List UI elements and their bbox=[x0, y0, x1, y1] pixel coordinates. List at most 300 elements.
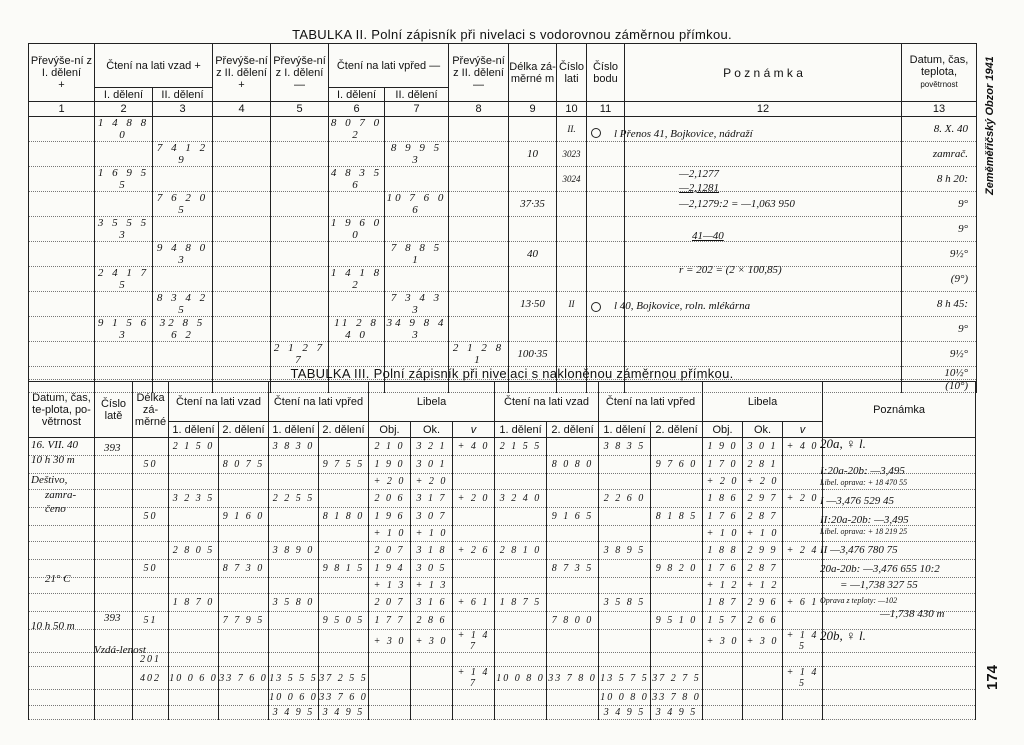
t3-cell: 7 7 9 5 bbox=[219, 612, 269, 630]
t2-back-header: Čtení na lati vzad + bbox=[95, 44, 213, 88]
t3-cell: 3 1 7 bbox=[411, 490, 453, 508]
t3-cell bbox=[547, 542, 599, 560]
t2-cell-c1 bbox=[29, 342, 95, 367]
t3-div1: 1. dělení bbox=[269, 422, 319, 438]
t2-cell-c1 bbox=[29, 292, 95, 317]
t2-cell-c7 bbox=[385, 117, 449, 142]
t3-cell: + 2 4 bbox=[783, 542, 823, 560]
t3-cell bbox=[743, 706, 783, 720]
t3-cell: + 3 0 bbox=[411, 630, 453, 653]
t3-cell: + 1 2 bbox=[703, 578, 743, 594]
point-marker-icon bbox=[591, 128, 601, 138]
t3-cell bbox=[169, 578, 219, 594]
t2-cell-c13: 9° bbox=[902, 217, 977, 242]
t2-cell-c5 bbox=[271, 292, 329, 317]
t2-cell-c13: 10½° bbox=[902, 367, 977, 380]
t3-cell: 2 0 7 bbox=[369, 594, 411, 612]
t2-cell-c7: 8 9 9 5 3 bbox=[385, 142, 449, 167]
t3-cell: 37 2 7 5 bbox=[651, 667, 703, 690]
t3-cell bbox=[495, 706, 547, 720]
t3-cell bbox=[319, 490, 369, 508]
t3-cell: 3 8 3 0 bbox=[269, 438, 319, 456]
t3-date: 16. VII. 40 bbox=[31, 439, 79, 451]
table2-title: TABULKA II. Polní zápisník při nivelaci s vodorovnou záměrnou přímkou. bbox=[292, 27, 732, 42]
t2-row bbox=[29, 192, 977, 217]
t2-cell-c3: 9 4 8 0 3 bbox=[153, 242, 213, 267]
t2-cell-c2: 1 4 8 8 0 bbox=[95, 117, 153, 142]
t2-cell-c3 bbox=[153, 342, 213, 367]
t2-cell-c6: 11 2 8 4 0 bbox=[329, 317, 385, 342]
t3-cell bbox=[319, 438, 369, 456]
t2-note-7: l 40, Bojkovice, roln. mlékárna bbox=[614, 300, 751, 312]
t2-point-header: Číslo bodu bbox=[587, 44, 625, 102]
t3-cell bbox=[823, 706, 976, 720]
t3-cell bbox=[651, 542, 703, 560]
t3-cell bbox=[219, 706, 269, 720]
t3-cell bbox=[823, 690, 976, 706]
t2-cell-c8 bbox=[449, 217, 509, 242]
t3-obj: Obj. bbox=[703, 422, 743, 438]
table3-title: TABULKA III. Polní zápisník při nivelaci s nakloněnou záměrnou přímkou. bbox=[290, 366, 734, 381]
t3-cell bbox=[599, 508, 651, 526]
t3-cell: 9 5 0 5 bbox=[319, 612, 369, 630]
t3-cell: 8 7 3 5 bbox=[547, 560, 599, 578]
t2-cell-c11 bbox=[587, 192, 625, 217]
t3-cell bbox=[453, 690, 495, 706]
t2-cell-c13: 9½° bbox=[902, 342, 977, 367]
t2-cell-c2: 9 1 5 6 3 bbox=[95, 317, 153, 342]
t3-cell bbox=[95, 490, 133, 508]
t3-cell bbox=[319, 526, 369, 542]
t3-cell: 37 2 5 5 bbox=[319, 667, 369, 690]
t3-cell bbox=[219, 542, 269, 560]
t3-cell bbox=[547, 438, 599, 456]
t2-cell-c7: 34 9 8 4 3 bbox=[385, 317, 449, 342]
t3-cell bbox=[269, 560, 319, 578]
t2-cell-c6 bbox=[329, 142, 385, 167]
t3-cell bbox=[269, 653, 319, 667]
t2-cell-c12 bbox=[625, 317, 902, 342]
t3-cell bbox=[29, 667, 95, 690]
t2-cell-c4 bbox=[213, 217, 271, 242]
t2-cell-c4 bbox=[213, 342, 271, 367]
t3-cell: + 3 0 bbox=[703, 630, 743, 653]
t3-cell: 201 bbox=[133, 653, 169, 667]
t3-cell bbox=[219, 438, 269, 456]
t2-cell-c9 bbox=[509, 117, 557, 142]
t3-cell: + 3 0 bbox=[369, 630, 411, 653]
t3-cell: 2 9 9 bbox=[743, 542, 783, 560]
t2-fore-div2: II. dělení bbox=[385, 88, 449, 102]
t3-cell bbox=[169, 706, 219, 720]
t2-back-div2: II. dělení bbox=[153, 88, 213, 102]
t3-cell bbox=[95, 594, 133, 612]
t3-v: v bbox=[783, 422, 823, 438]
t3-cell bbox=[599, 474, 651, 490]
t3-cell: 1 7 6 bbox=[703, 508, 743, 526]
t3-cell bbox=[133, 706, 169, 720]
t2-length-header: Délka zá-měrné m bbox=[509, 44, 557, 102]
t2-cell-c10 bbox=[557, 242, 587, 267]
t2-cell-c10: II. bbox=[557, 117, 587, 142]
t3-cell: 50 bbox=[133, 508, 169, 526]
t2-cell-c3 bbox=[153, 267, 213, 292]
t3-lat-header: Číslo latě bbox=[95, 382, 133, 438]
t2-cell-c13: 8 h 45: bbox=[902, 292, 977, 317]
t3-cell bbox=[783, 653, 823, 667]
t2-cell-c2 bbox=[95, 342, 153, 367]
t3-cell bbox=[495, 526, 547, 542]
t3-ok: Ok. bbox=[411, 422, 453, 438]
t2-cell-c1 bbox=[29, 267, 95, 292]
t3-note-6: II —3,476 780 75 bbox=[820, 544, 898, 556]
t2-note-1: l Přenos 41, Bojkovice, nádraží bbox=[614, 128, 753, 140]
t3-weather-1: Deštivo, bbox=[31, 474, 68, 486]
t3-cell bbox=[133, 490, 169, 508]
t3-cell bbox=[269, 474, 319, 490]
t3-cell bbox=[453, 560, 495, 578]
t2-cell-c13: 8 h 20: bbox=[902, 167, 977, 192]
t3-note-1: I:20a-20b: —3,495 bbox=[820, 465, 905, 477]
t2-cell-c11 bbox=[587, 142, 625, 167]
t3-cell: 3 0 1 bbox=[743, 438, 783, 456]
t3-note-5: Libel. oprava: + 18 219 25 bbox=[820, 527, 908, 536]
t2-cell-c5 bbox=[271, 267, 329, 292]
t3-back-header-2: Čtení na lati vzad bbox=[495, 382, 599, 422]
journal-name: Zeměměřičský Obzor 1941 bbox=[984, 56, 996, 195]
t3-cell bbox=[651, 594, 703, 612]
t3-cell bbox=[219, 630, 269, 653]
t2-cell-c5 bbox=[271, 117, 329, 142]
t2-row bbox=[29, 117, 977, 142]
t3-cell: 402 bbox=[133, 667, 169, 690]
t2-cell-c9: 40 bbox=[509, 242, 557, 267]
t3-cell bbox=[651, 653, 703, 667]
t3-cell bbox=[29, 690, 95, 706]
t3-cell bbox=[95, 474, 133, 490]
t3-cell bbox=[269, 508, 319, 526]
t3-cell bbox=[169, 526, 219, 542]
t3-cell: 1 9 6 bbox=[369, 508, 411, 526]
t3-cell: 10 0 6 0 bbox=[169, 667, 219, 690]
t3-cell bbox=[783, 560, 823, 578]
t3-cell bbox=[651, 438, 703, 456]
t2-cell-c8 bbox=[449, 142, 509, 167]
t3-div2: 2. dělení bbox=[219, 422, 269, 438]
t3-cell bbox=[133, 438, 169, 456]
t3-cell bbox=[269, 578, 319, 594]
t3-cell bbox=[547, 578, 599, 594]
t2-cell-c13: 9° bbox=[902, 192, 977, 217]
t3-row bbox=[29, 578, 976, 594]
t3-cell: 3 4 9 5 bbox=[319, 706, 369, 720]
t2-cell-c5 bbox=[271, 317, 329, 342]
t3-cell: + 1 4 5 bbox=[783, 630, 823, 653]
t3-cell bbox=[133, 542, 169, 560]
t3-cell: 10 0 6 0 bbox=[269, 690, 319, 706]
t3-cell bbox=[95, 508, 133, 526]
t2-cell-c3 bbox=[153, 217, 213, 242]
t3-cell: 9 8 1 5 bbox=[319, 560, 369, 578]
t2-cell-c7: 10 7 6 0 6 bbox=[385, 192, 449, 217]
t2-col8-header: Převýše-ní z II. dělení — bbox=[449, 44, 509, 102]
t3-cell: 1 8 6 bbox=[703, 490, 743, 508]
t3-cell: + 1 3 bbox=[411, 578, 453, 594]
table2 bbox=[28, 43, 977, 393]
t3-cell bbox=[453, 578, 495, 594]
t3-cell: 8 0 8 0 bbox=[547, 456, 599, 474]
t3-cell: 3 1 8 bbox=[411, 542, 453, 560]
t3-cell bbox=[651, 578, 703, 594]
t3-cell: + 2 0 bbox=[369, 474, 411, 490]
t3-cell: + 4 0 bbox=[453, 438, 495, 456]
t2-col4-header: Převýše-ní z II. dělení + bbox=[213, 44, 271, 102]
t3-cell bbox=[547, 630, 599, 653]
t3-cell: 2 1 0 bbox=[369, 438, 411, 456]
t2-col1-header: Převýše-ní z I. dělení + bbox=[29, 44, 95, 102]
t3-cell: 2 8 7 bbox=[743, 508, 783, 526]
t3-cell: 8 1 8 0 bbox=[319, 508, 369, 526]
t3-cell: 10 0 8 0 bbox=[599, 690, 651, 706]
t3-cell: 9 1 6 0 bbox=[219, 508, 269, 526]
t2-cell-c6: 1 4 1 8 2 bbox=[329, 267, 385, 292]
t3-level-header: Libela bbox=[369, 382, 495, 422]
t2-cell-c3: 32 8 5 6 2 bbox=[153, 317, 213, 342]
t3-cell: 2 0 6 bbox=[369, 490, 411, 508]
t3-cell: + 2 0 bbox=[783, 490, 823, 508]
t2-cell-c6: 4 8 3 5 6 bbox=[329, 167, 385, 192]
t3-temp: 21° C bbox=[45, 573, 71, 585]
t3-cell bbox=[453, 706, 495, 720]
t2-cell-c2: 2 4 1 7 5 bbox=[95, 267, 153, 292]
t3-cell bbox=[599, 653, 651, 667]
t2-cell-c6: 1 9 6 0 0 bbox=[329, 217, 385, 242]
t2-cell-c6: 8 0 7 0 2 bbox=[329, 117, 385, 142]
t2-cell-c10: 3023 bbox=[557, 142, 587, 167]
t2-cell-c9: 100·35 bbox=[509, 342, 557, 367]
t3-note-7: 20a-20b: —3,476 655 10:2 bbox=[820, 563, 940, 575]
t3-cell bbox=[495, 560, 547, 578]
t2-cell-c9: 13·50 bbox=[509, 292, 557, 317]
t3-cell bbox=[95, 560, 133, 578]
t2-cell-c6 bbox=[329, 192, 385, 217]
t2-cell-c1 bbox=[29, 242, 95, 267]
t2-cell-c9: 37·35 bbox=[509, 192, 557, 217]
t2-cell-c10 bbox=[557, 342, 587, 367]
t3-cell bbox=[453, 456, 495, 474]
t2-cell-c6 bbox=[329, 242, 385, 267]
t2-cell-c2 bbox=[95, 192, 153, 217]
t3-note-10: —1,738 430 m bbox=[880, 608, 945, 620]
t3-cell bbox=[169, 560, 219, 578]
t2-cell-c4 bbox=[213, 242, 271, 267]
t3-cell bbox=[133, 526, 169, 542]
t3-cell bbox=[547, 690, 599, 706]
t3-cell bbox=[783, 456, 823, 474]
t3-cell bbox=[495, 578, 547, 594]
t2-cell-c13: 9½° bbox=[902, 242, 977, 267]
t3-cell: 13 5 5 5 bbox=[269, 667, 319, 690]
t3-cell: 9 8 2 0 bbox=[651, 560, 703, 578]
t3-weather-3: čeno bbox=[45, 503, 66, 515]
t2-cell-c3: 7 6 2 0 5 bbox=[153, 192, 213, 217]
t3-cell bbox=[453, 508, 495, 526]
t3-cell: 3 5 8 5 bbox=[599, 594, 651, 612]
t2-cell-c12 bbox=[625, 167, 902, 192]
t3-cell bbox=[369, 653, 411, 667]
t3-cell: 9 7 6 0 bbox=[651, 456, 703, 474]
t3-cell: + 2 6 bbox=[453, 542, 495, 560]
t3-cell bbox=[411, 706, 453, 720]
t3-cell: 3 2 3 5 bbox=[169, 490, 219, 508]
t3-div1: 1. dělení bbox=[599, 422, 651, 438]
t3-cell bbox=[369, 706, 411, 720]
t3-cell: 1 8 8 bbox=[703, 542, 743, 560]
t3-cell bbox=[783, 578, 823, 594]
t3-cell bbox=[743, 653, 783, 667]
t2-cell-c10: II bbox=[557, 292, 587, 317]
t3-cell bbox=[783, 706, 823, 720]
t3-cell bbox=[743, 667, 783, 690]
t3-cell bbox=[219, 526, 269, 542]
t3-cell: 2 2 6 0 bbox=[599, 490, 651, 508]
t3-cell: 1 8 7 5 bbox=[495, 594, 547, 612]
t3-cell bbox=[319, 630, 369, 653]
t3-cell bbox=[495, 690, 547, 706]
t3-cell bbox=[547, 594, 599, 612]
t3-note-3: I —3,476 529 45 bbox=[820, 495, 894, 507]
t3-cell: 51 bbox=[133, 612, 169, 630]
t3-cell: 3 2 4 0 bbox=[495, 490, 547, 508]
t3-cell: + 1 4 7 bbox=[453, 630, 495, 653]
t3-cell bbox=[495, 630, 547, 653]
t3-cell bbox=[219, 690, 269, 706]
t2-cell-c4 bbox=[213, 292, 271, 317]
t3-cell: + 1 0 bbox=[411, 526, 453, 542]
t2-cell-c10 bbox=[557, 192, 587, 217]
t2-cell-c4 bbox=[213, 192, 271, 217]
t3-cell: 2 2 5 5 bbox=[269, 490, 319, 508]
t3-cell: 33 7 6 0 bbox=[219, 667, 269, 690]
t3-note-8: = —1,738 327 55 bbox=[840, 579, 918, 591]
t3-cell bbox=[703, 706, 743, 720]
t2-cell-c2: 1 6 9 5 5 bbox=[95, 167, 153, 192]
t3-cell bbox=[319, 474, 369, 490]
t3-v: v bbox=[453, 422, 495, 438]
t3-cell: + 2 0 bbox=[453, 490, 495, 508]
t3-cell: 9 7 5 5 bbox=[319, 456, 369, 474]
t3-cell: 1 9 4 bbox=[369, 560, 411, 578]
t3-cell bbox=[169, 474, 219, 490]
t3-cell bbox=[783, 526, 823, 542]
t2-cell-c8 bbox=[449, 317, 509, 342]
t3-cell bbox=[703, 690, 743, 706]
t2-cell-c5 bbox=[271, 242, 329, 267]
t2-cell-c9 bbox=[509, 217, 557, 242]
t2-cell-c11 bbox=[587, 167, 625, 192]
t3-cell bbox=[219, 474, 269, 490]
t2-cell-c8: 2 1 2 8 1 bbox=[449, 342, 509, 367]
t3-cell: 3 8 3 5 bbox=[599, 438, 651, 456]
t2-cell-c7 bbox=[385, 167, 449, 192]
t3-cell bbox=[453, 526, 495, 542]
t3-cell bbox=[95, 542, 133, 560]
t2-cell-c8 bbox=[449, 117, 509, 142]
t3-cell: 1 7 6 bbox=[703, 560, 743, 578]
t3-cell: 1 7 7 bbox=[369, 612, 411, 630]
t2-row bbox=[29, 242, 977, 267]
t3-row bbox=[29, 653, 976, 667]
t2-cell-c13: (9°) bbox=[902, 267, 977, 292]
t3-cell bbox=[95, 667, 133, 690]
t3-cell bbox=[133, 594, 169, 612]
t2-row bbox=[29, 267, 977, 292]
t2-cell-c5 bbox=[271, 142, 329, 167]
t3-cell: 1 9 0 bbox=[703, 438, 743, 456]
t3-cell bbox=[599, 560, 651, 578]
t3-cell: + 2 0 bbox=[411, 474, 453, 490]
t2-cell-c1 bbox=[29, 192, 95, 217]
t3-cell bbox=[599, 612, 651, 630]
t2-cell-c7 bbox=[385, 267, 449, 292]
t3-cell: 2 0 7 bbox=[369, 542, 411, 560]
t3-cell bbox=[743, 690, 783, 706]
t2-cell-c12 bbox=[625, 217, 902, 242]
t3-cell: 8 7 3 0 bbox=[219, 560, 269, 578]
t2-note-3: —2,1281 bbox=[679, 182, 720, 194]
t3-cell: 2 6 6 bbox=[743, 612, 783, 630]
t3-cell bbox=[453, 653, 495, 667]
t2-back-div1: I. dělení bbox=[95, 88, 153, 102]
t3-cell bbox=[783, 690, 823, 706]
t2-cell-c7 bbox=[385, 217, 449, 242]
t3-cell bbox=[29, 653, 95, 667]
t2-cell-c9 bbox=[509, 167, 557, 192]
t2-row bbox=[29, 167, 977, 192]
t3-cell: 7 8 0 0 bbox=[547, 612, 599, 630]
t3-cell bbox=[319, 653, 369, 667]
t3-fore-header: Čtení na lati vpřed bbox=[269, 382, 369, 422]
t3-cell: 3 2 1 bbox=[411, 438, 453, 456]
t3-cell bbox=[269, 630, 319, 653]
t3-cell bbox=[169, 456, 219, 474]
t3-cell bbox=[453, 612, 495, 630]
t2-cell-c9 bbox=[509, 267, 557, 292]
t2-cell-c2 bbox=[95, 242, 153, 267]
t3-cell: + 1 4 5 bbox=[783, 667, 823, 690]
t3-cell: 2 9 7 bbox=[743, 490, 783, 508]
t3-cell: 10 0 8 0 bbox=[495, 667, 547, 690]
t2-cell-c1 bbox=[29, 167, 95, 192]
t2-cell-c2 bbox=[95, 142, 153, 167]
t3-cell: + 1 4 7 bbox=[453, 667, 495, 690]
t3-cell bbox=[95, 456, 133, 474]
t2-cell-c13: 9° bbox=[902, 317, 977, 342]
t2-cell-c9 bbox=[509, 317, 557, 342]
t3-cell bbox=[599, 456, 651, 474]
t2-cell-c12 bbox=[625, 342, 902, 367]
t3-cell bbox=[651, 526, 703, 542]
t2-cell-c8 bbox=[449, 292, 509, 317]
t3-cell bbox=[703, 653, 743, 667]
t3-date-header: Datum, čas, te-plota, po-větrnost bbox=[29, 382, 95, 438]
t3-cell: 3 5 8 0 bbox=[269, 594, 319, 612]
t2-cell-c5: 2 1 2 7 7 bbox=[271, 342, 329, 367]
t2-cell-c7: 7 8 8 5 1 bbox=[385, 242, 449, 267]
t3-cell: + 1 0 bbox=[703, 526, 743, 542]
point-marker-icon bbox=[591, 302, 601, 312]
t3-cell: + 6 1 bbox=[783, 594, 823, 612]
